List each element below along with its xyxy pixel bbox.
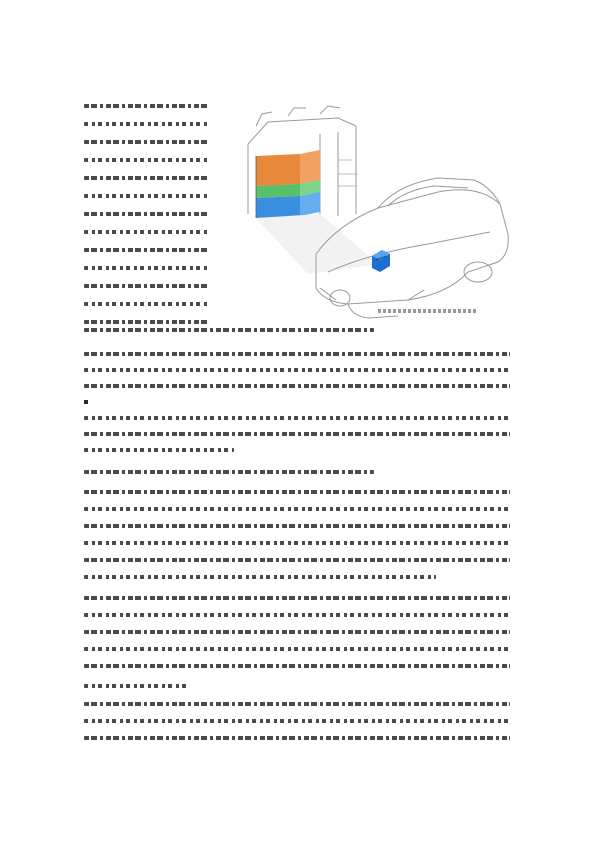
text-line — [84, 448, 234, 452]
text-line — [84, 664, 510, 668]
battery-module-icon — [372, 250, 390, 272]
callout-lines — [338, 160, 358, 186]
text-line — [84, 630, 510, 634]
section-heading — [84, 470, 374, 474]
text-line — [84, 176, 210, 180]
text-line — [84, 432, 510, 436]
projection-beam — [256, 214, 378, 274]
text-line — [84, 352, 510, 356]
text-line — [84, 524, 510, 528]
text-line — [84, 400, 88, 404]
text-line — [84, 596, 510, 600]
text-line — [84, 122, 210, 126]
text-line — [84, 719, 510, 723]
text-line — [84, 647, 510, 651]
text-line — [84, 328, 374, 332]
battery-cell-layers — [256, 150, 320, 218]
text-line — [84, 302, 210, 306]
text-line — [84, 140, 210, 144]
text-line — [84, 248, 210, 252]
text-line — [84, 194, 210, 198]
text-line — [84, 684, 188, 688]
text-line — [84, 507, 510, 511]
text-line — [84, 736, 510, 740]
text-line — [84, 702, 510, 706]
text-line — [84, 266, 210, 270]
text-line — [84, 384, 510, 388]
battery-car-figure — [228, 104, 514, 336]
text-line — [84, 104, 210, 108]
text-line — [84, 613, 510, 617]
text-line — [84, 575, 436, 579]
text-line — [84, 368, 510, 372]
figure-credit — [378, 309, 478, 313]
battery-car-illustration — [228, 104, 514, 336]
text-line — [84, 416, 510, 420]
text-line — [84, 541, 510, 545]
text-line — [84, 558, 510, 562]
text-line — [84, 158, 210, 162]
text-line — [84, 320, 210, 324]
text-line — [84, 230, 210, 234]
text-line — [84, 490, 510, 494]
text-line — [84, 284, 210, 288]
text-line — [84, 212, 210, 216]
